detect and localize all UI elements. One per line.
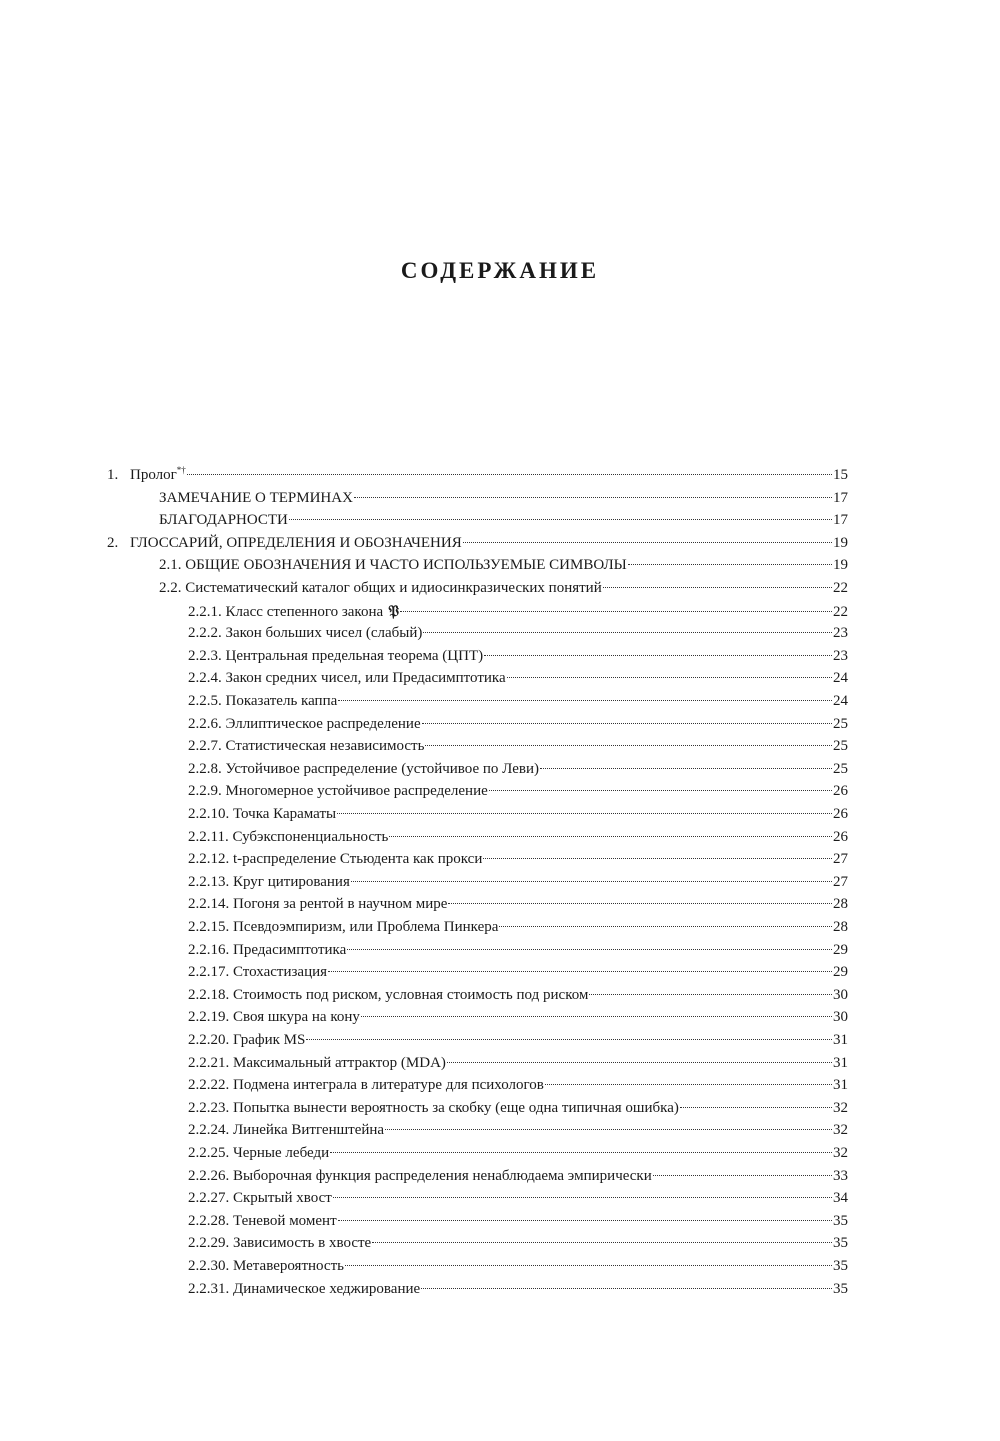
toc-entry-page: 15 [833,467,848,483]
toc-entry[interactable] [188,1165,848,1187]
toc-entry-number: 2.2.7. [188,738,226,755]
toc-entry-title: Центральная предельная теорема (ЦПТ) [225,647,484,664]
toc-entry-title: Теневой момент [233,1212,337,1229]
toc-entry-number: 2.2.19. [188,1009,233,1026]
dot-leader [347,948,832,950]
dot-leader [680,1106,832,1108]
toc-entry[interactable] [188,871,848,893]
toc-entry[interactable] [188,780,848,802]
dot-leader [289,518,832,520]
toc-entry-title: Черные лебеди [233,1145,330,1161]
dot-leader [448,902,832,904]
toc-entry-title: Попытка вынести вероятность за скобку (еще одна типичная ошибка) [233,1099,679,1116]
toc-entry[interactable] [188,961,848,983]
toc-entry-page: 23 [833,625,848,642]
toc-entry[interactable] [188,1232,848,1254]
toc-entry[interactable] [188,916,848,938]
toc-entry[interactable] [188,645,848,667]
toc-entry-number: 2.2.25. [188,1145,233,1161]
toc-entry[interactable] [188,1052,848,1074]
dot-leader [463,541,832,543]
toc-entry-title: Псевдоэмпиризм, или Проблема Пинкера [233,919,499,935]
toc-entry-number: 2.2. [159,580,186,596]
toc-entry-page: 29 [833,941,848,958]
toc-entry-page: 31 [833,1032,848,1048]
toc-entry[interactable] [188,1278,848,1300]
toc-entry-page: 28 [833,919,848,935]
toc-entry[interactable] [188,1097,848,1119]
toc-entry[interactable] [107,464,848,486]
dot-leader [421,1287,832,1289]
toc-entry[interactable] [159,487,848,509]
toc-entry-title: Зависимость в хвосте [233,1235,372,1252]
dot-leader [603,586,832,588]
footnote-mark: *† [176,465,186,475]
toc-entry-number: 2.2.8. [188,760,226,777]
toc-entry[interactable] [188,1029,848,1051]
dot-leader [425,744,832,746]
toc-entry-number: 2.2.9. [188,783,226,800]
toc-entry-title: Предасимптотика [233,941,347,958]
dot-leader [389,835,832,837]
dot-leader [354,496,832,498]
toc-entry-number: 2.2.29. [188,1235,233,1252]
toc-entry-title: Эллиптическое распределение [225,715,421,732]
dot-leader [507,676,832,678]
toc-entry[interactable] [188,713,848,735]
toc-entry-number: 2.1. [159,557,186,574]
toc-entry-title: Показатель каппа [225,693,338,709]
toc-entry-number: 2.2.31. [188,1280,233,1297]
dot-leader [483,857,832,859]
toc-entry-number: 2.2.16. [188,941,233,958]
toc-entry-title: Субэкспоненциальность [232,828,389,845]
toc-entry[interactable] [188,984,848,1006]
toc-entry[interactable] [188,893,848,915]
toc-entry-title: БЛАГОДАРНОСТИ [159,512,288,529]
toc-entry-page: 17 [833,512,848,529]
dot-leader [423,631,832,633]
toc-entry[interactable] [159,509,848,531]
dot-leader [447,1061,832,1063]
toc-entry-page: 26 [833,806,848,822]
toc-entry[interactable] [188,622,848,644]
toc-entry[interactable] [188,690,848,712]
toc-entry-page: 35 [833,1212,848,1229]
toc-entry-number: 2.2.22. [188,1077,233,1094]
toc-entry[interactable] [188,735,848,757]
toc-entry-title: Круг цитирования [233,873,350,890]
toc-entry[interactable] [188,667,848,689]
dot-leader [422,722,832,724]
toc-entry-title: Динамическое хеджирование [233,1280,421,1297]
toc-entry-page: 26 [833,828,848,845]
toc-entry-page: 23 [833,647,848,664]
toc-entry-title: Класс степенного закона 𝔓 [225,601,400,620]
toc-entry-number: 2.2.14. [188,896,233,913]
toc-entry-page: 25 [833,715,848,732]
toc-entry-number: 2.2.27. [188,1190,233,1207]
toc-entry-page: 19 [833,534,848,551]
toc-entry-number: 2.2.1. [188,603,226,620]
toc-entry-page: 34 [833,1190,848,1207]
toc-entry-number: 2.2.23. [188,1099,233,1116]
toc-entry[interactable] [188,1119,848,1141]
toc-entry-number: 2. [107,534,122,551]
toc-entry-title: Максимальный аттрактор (MDA) [233,1054,446,1071]
toc-entry[interactable] [159,554,848,576]
toc-entry-number: 2.2.17. [188,964,233,981]
toc-entry-number: 2.2.5. [188,693,226,709]
toc-entry-number: 2.2.21. [188,1054,233,1071]
toc-entry-title: Погоня за рентой в научном мире [233,896,448,913]
toc-entry-page: 35 [833,1258,848,1274]
toc-entry-number: 2.2.24. [188,1122,233,1139]
dot-leader [306,1038,832,1040]
dot-leader [385,1128,832,1130]
toc-entry-page: 24 [833,670,848,687]
dot-leader [540,767,832,769]
toc-entry-page: 30 [833,1009,848,1026]
toc-entry-number: 2.2.12. [188,851,233,868]
dot-leader [499,925,832,927]
dot-leader [338,699,832,701]
toc-entry-number: 2.2.28. [188,1212,233,1229]
dot-leader [328,970,832,972]
toc-entry-title: Скрытый хвост [233,1190,332,1207]
toc-entry-page: 27 [833,873,848,890]
dot-leader [333,1196,832,1198]
toc-entry-page: 22 [833,603,848,620]
power-law-class-symbol: 𝔓 [383,601,400,620]
toc-entry-title: Своя шкура на кону [233,1009,360,1026]
toc-entry-title: Подмена интеграла в литературе для психологов [233,1077,544,1094]
toc-entry-page: 25 [833,738,848,755]
toc-entry-number: 2.2.10. [188,806,233,822]
dot-leader [545,1083,832,1085]
toc-entry[interactable] [188,1187,848,1209]
toc-entry[interactable] [188,600,848,622]
toc-entry-number: 2.2.30. [188,1258,233,1274]
toc-entry-title: ЗАМЕЧАНИЕ О ТЕРМИНАХ [159,489,353,506]
toc-entry-number: 2.2.18. [188,986,233,1003]
toc-entry[interactable] [188,1074,848,1096]
toc-entry-page: 17 [833,489,848,506]
dot-leader [372,1241,832,1243]
toc-entry[interactable] [188,848,848,870]
toc-entry-title: Статистическая независимость [225,738,425,755]
dot-leader [484,654,832,656]
toc-entry-page: 31 [833,1054,848,1071]
dot-leader [489,789,832,791]
dot-leader [351,880,832,882]
toc-entry[interactable] [188,1142,848,1164]
dot-leader [337,812,832,814]
toc-entry-page: 25 [833,760,848,777]
toc-entry[interactable] [188,939,848,961]
toc-entry-number: 2.2.3. [188,647,226,664]
toc-entry-number: 2.2.26. [188,1167,233,1184]
dot-leader [345,1264,832,1266]
dot-leader [589,993,832,995]
toc-entry-number: 2.2.15. [188,919,233,935]
toc-entry-title: Стоимость под риском, условная стоимость под риском [233,986,589,1003]
dot-leader [187,473,832,475]
toc-entry-page: 32 [833,1122,848,1139]
toc-entry-page: 33 [833,1167,848,1184]
toc-entry[interactable] [188,1210,848,1232]
toc-entry-title: График MS [233,1032,306,1048]
toc-entry-title: Закон больших чисел (слабый) [225,625,423,642]
toc-entry-title: Линейка Витгенштейна [233,1122,385,1139]
toc-entry[interactable] [188,1255,848,1277]
dot-leader [628,563,832,565]
toc-entry-title: Многомерное устойчивое распределение [225,783,488,800]
toc-entry-page: 31 [833,1077,848,1094]
toc-entry-number: 2.2.11. [188,828,233,845]
toc-entry-page: 32 [833,1099,848,1116]
dot-leader [653,1174,832,1176]
toc-entry-page: 24 [833,693,848,709]
dot-leader [400,610,832,612]
toc-entry-page: 26 [833,783,848,800]
toc-entry-title: Метавероятность [233,1258,344,1274]
toc-entry-title: Закон средних чисел, или Предасимптотика [225,670,506,687]
toc-entry-page: 30 [833,986,848,1003]
toc-entry-number: 2.2.4. [188,670,226,687]
toc-entry[interactable] [107,532,848,554]
toc-entry-page: 28 [833,896,848,913]
toc-entry-title: t-распределение Стьюдента как прокси [233,851,483,868]
toc-entry[interactable] [188,826,848,848]
toc-entry-page: 19 [833,557,848,574]
dot-leader [361,1015,832,1017]
toc-entry-number: 1. [107,467,122,483]
toc-entry-title: ГЛОССАРИЙ, ОПРЕДЕЛЕНИЯ И ОБОЗНАЧЕНИЯ [130,534,462,551]
dot-leader [338,1219,832,1221]
toc-entry-number: 2.2.6. [188,715,226,732]
page-title: СОДЕРЖАНИЕ [400,258,600,283]
toc-entry-number: 2.2.2. [188,625,226,642]
toc-entry-page: 27 [833,851,848,868]
toc-entry[interactable] [188,1006,848,1028]
toc-entry-page: 35 [833,1280,848,1297]
toc-entry[interactable] [188,758,848,780]
toc-entry-page: 22 [833,580,848,596]
toc-entry-title: Точка Караматы [233,806,337,822]
toc-entry-number: 2.2.20. [188,1032,233,1048]
toc-entry[interactable] [159,577,848,599]
toc-entry-title: Устойчивое распределение (устойчивое по Леви) [225,760,539,777]
toc-entry-number: 2.2.13. [188,873,233,890]
toc-entry-page: 29 [833,964,848,981]
toc-entry-title: Выборочная функция распределения ненаблюдаема эмпирически [233,1167,652,1184]
toc-entry-title: Систематический каталог общих и идиосинкразических понятий [185,580,602,596]
toc-entry-page: 35 [833,1235,848,1252]
toc-entry-title: ОБЩИЕ ОБОЗНАЧЕНИЯ И ЧАСТО ИСПОЛЬЗУЕМЫЕ СИМВОЛЫ [185,557,627,574]
toc-entry[interactable] [188,803,848,825]
toc-entry-title: Стохастизация [233,964,328,981]
dot-leader [330,1151,832,1153]
toc-entry-title: Пролог*† [130,465,186,483]
toc-entry-page: 32 [833,1145,848,1161]
